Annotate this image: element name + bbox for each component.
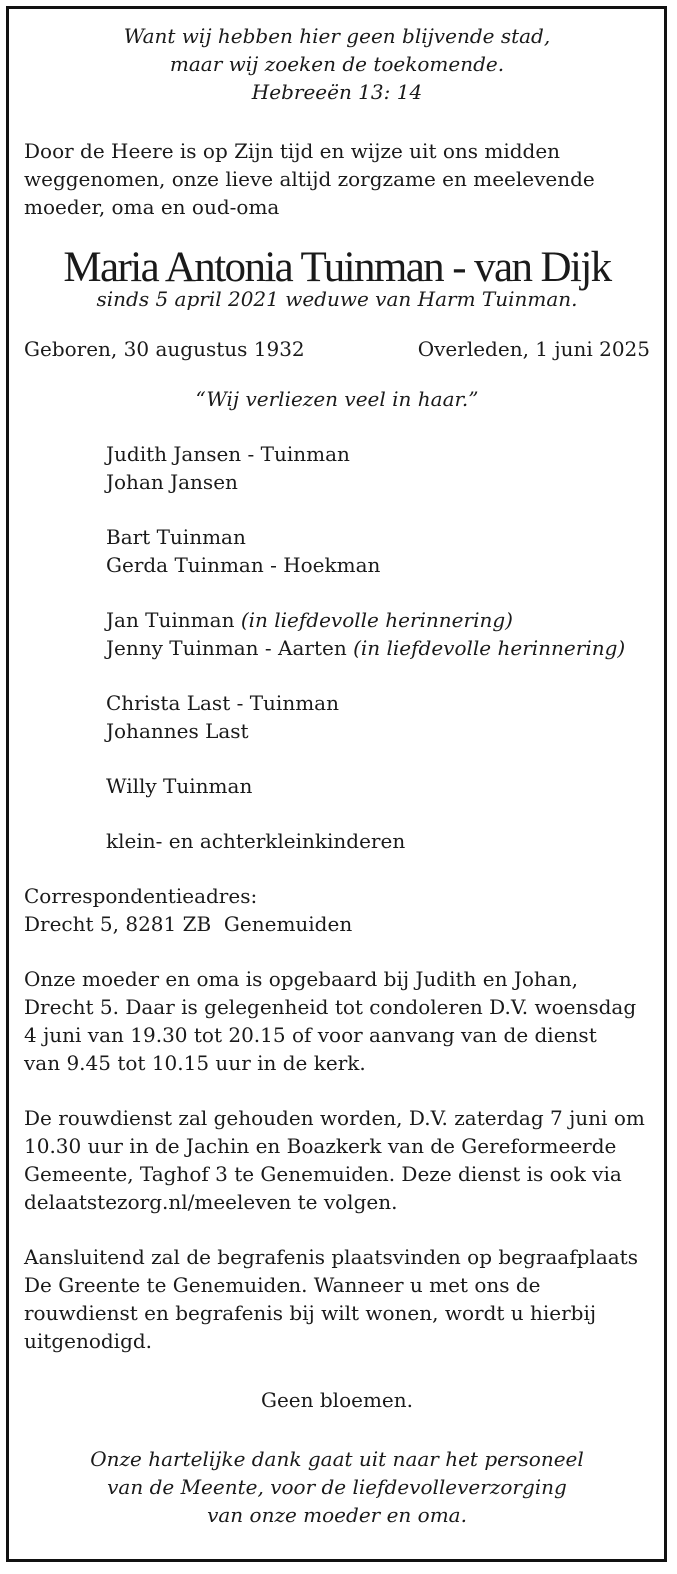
intro-line: moeder, oma en oud-oma	[24, 195, 280, 219]
death-date: Overleden, 1 juni 2025	[417, 337, 650, 361]
deceased-subtitle: sinds 5 april 2021 weduwe van Harm Tuinman.	[96, 287, 578, 311]
family-member: Judith Jansen - Tuinman	[106, 442, 350, 466]
family-member: klein- en achterkleinkinderen	[106, 829, 406, 853]
memory-note: (in liefdevolle herinnering)	[240, 608, 513, 632]
memory-note: (in liefdevolle herinnering)	[353, 636, 626, 660]
birth-date: Geboren, 30 augustus 1932	[24, 337, 305, 361]
family-member	[106, 606, 650, 634]
condolence-line: Onze moeder en oma is opgebaard bij Judith en Johan,	[24, 967, 578, 991]
address: Drecht 5, 8281 ZB Genemuiden	[24, 912, 353, 936]
verse-reference: Hebreeën 13: 14	[251, 80, 423, 104]
family-member: Willy Tuinman	[106, 774, 253, 798]
family-member: Bart Tuinman	[106, 525, 246, 549]
burial-line: rouwdienst en begrafenis bij wilt wonen, wordt u hierbij	[24, 1301, 597, 1325]
condolence-line: van 9.45 tot 10.15 uur in de kerk.	[24, 1051, 366, 1075]
correspondence-label: Correspondentieadres:	[24, 884, 258, 908]
correspondence-address	[24, 882, 650, 938]
family-quote: “Wij verliezen veel in haar.”	[195, 387, 479, 411]
burial-line: uitgenodigd.	[24, 1329, 153, 1353]
intro-line: weggenomen, onze lieve altijd zorgzame en meelevende	[24, 167, 595, 191]
thanks-line: van de Meente, voor de liefdevolleverzorging	[107, 1475, 567, 1499]
burial-line: De Greente te Genemuiden. Wanneer u met ons de	[24, 1273, 541, 1297]
burial-line: Aansluitend zal de begrafenis plaatsvinden op begraafplaats	[24, 1245, 638, 1269]
bible-verse	[24, 22, 650, 106]
thanks-line: van onze moeder en oma.	[207, 1503, 467, 1527]
member-name: Jan Tuinman	[106, 608, 235, 632]
service-line: Gemeente, Taghof 3 te Genemuiden. Deze dienst is ook via	[24, 1162, 622, 1186]
service-line: delaatstezorg.nl/meeleven te volgen.	[24, 1190, 398, 1214]
service-line: De rouwdienst zal gehouden worden, D.V. zaterdag 7 juni om	[24, 1106, 645, 1130]
family-member	[106, 634, 650, 662]
member-name: Jenny Tuinman - Aarten	[106, 636, 347, 660]
deceased-name: Maria Antonia Tuinman - van Dijk	[63, 244, 611, 291]
condolence-line: Drecht 5. Daar is gelegenheid tot condoleren D.V. woensdag	[24, 995, 637, 1019]
family-list	[24, 440, 650, 855]
service-paragraph	[24, 1104, 650, 1216]
family-member: Johan Jansen	[106, 470, 238, 494]
intro-paragraph	[24, 137, 650, 221]
no-flowers-note: Geen bloemen.	[260, 1388, 413, 1412]
verse-line: maar wij zoeken de toekomende.	[169, 52, 505, 76]
family-member: Gerda Tuinman - Hoekman	[106, 553, 381, 577]
thanks-line: Onze hartelijke dank gaat uit naar het personeel	[90, 1447, 584, 1471]
condolence-line: 4 juni van 19.30 tot 20.15 of voor aanvang van de dienst	[24, 1023, 597, 1047]
family-member: Christa Last - Tuinman	[106, 691, 339, 715]
intro-line: Door de Heere is op Zijn tijd en wijze uit ons midden	[24, 139, 561, 163]
service-line: 10.30 uur in de Jachin en Boazkerk van de Gereformeerde	[24, 1134, 617, 1158]
family-member: Johannes Last	[106, 719, 249, 743]
life-dates	[24, 335, 650, 363]
condolence-paragraph	[24, 965, 650, 1077]
verse-line: Want wij hebben hier geen blijvende stad,	[123, 24, 551, 48]
thanks-paragraph	[24, 1445, 650, 1529]
death-notice	[24, 22, 650, 1529]
burial-paragraph	[24, 1243, 650, 1355]
